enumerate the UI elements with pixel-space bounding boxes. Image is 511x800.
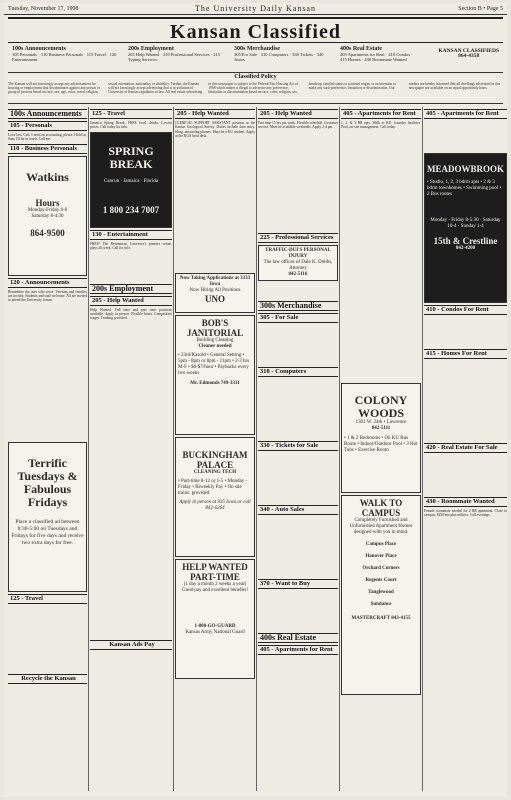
taking-sub: Now Hiring All Positions (189, 288, 241, 293)
index-announcements (12, 47, 122, 62)
heading-travel: 125 - Travel (90, 109, 172, 119)
spacer (258, 379, 338, 439)
bobs-janitorial-ad (175, 315, 255, 435)
guard-sub: (1 day a month 2 weeks a year) Great pay and excellent benefits! (181, 582, 249, 593)
section-header-300s (258, 301, 338, 311)
mastercraft-contact: MASTERCRAFT 843-4155 (351, 616, 411, 621)
watkins-hours-weekday: Monday-Friday 8-8 (27, 207, 68, 213)
contact-phone: 864-4358 (458, 53, 480, 59)
bobs-subtitle: Building Cleaning (196, 338, 234, 343)
section-name: Merchandise (277, 301, 322, 310)
spring-break-phone: 1 800 234 7007 (102, 204, 160, 215)
issue-date: Tuesday, November 17, 1998 (8, 6, 79, 12)
index-name: Employment (140, 46, 174, 52)
index-items: 205 Help Wanted · 210 Professional Services · 215 Typing Services (128, 52, 221, 62)
index-merchandise (234, 47, 334, 62)
property-orchard-corners: Orchard Corners (362, 566, 400, 571)
heading-roommate-wanted: 430 - Roommate Wanted (424, 497, 507, 507)
policy-text: The Kansan will not knowingly accept any advertisement for housing or employment that discriminates against any person or group of persons based on race, sex, age, color, creed, religion, sexual orientation, nationality or disability. Further, the Kansan will not knowingly accept advertising that is in violation of University of Kansas regulation or law. All real estate advertising in this newspaper is subject to the Federal Fair Housing Act of 1968 which makes it illegal to advertise any preference, limitation or discrimination based on race, color, religion, sex, handicap, familial status or national origin, or an intention to make any such preference, limitation or discrimination. Our readers are hereby informed that all dwellings advertised in this newspaper are available on an equal opportunity basis. (8, 82, 503, 104)
heading-computers: 310 - Computers (258, 367, 338, 377)
heading-real-estate-for-sale: 420 - Real Estate For Sale (424, 443, 507, 453)
column-2 (90, 107, 172, 791)
index-name: Real Estate (352, 46, 383, 52)
classified-page (4, 3, 507, 797)
section-page: Section B • Page 5 (458, 6, 503, 12)
help-wanted-guard-ad (175, 559, 255, 679)
column-rule (88, 107, 89, 791)
bobs-needed: Cleaner needed (198, 344, 232, 349)
heading-condos: 410 - Condos For Rent (424, 305, 507, 315)
page-header-strip (4, 3, 507, 15)
property-hanover-place: Hanover Place (365, 554, 397, 559)
meadowbrook-ad (424, 153, 507, 303)
section-num: 200s (92, 283, 108, 293)
traffic-dui-ad (258, 245, 338, 281)
watkins-hours-saturday: Saturday 8-4:30 (31, 213, 64, 219)
colony-features: • 1 & 2 Bedrooms • On KU Bus Route • Indoor/Outdoor Pool • 3 Hot Tubs • Exercise Room (344, 436, 418, 453)
column-3 (175, 107, 255, 791)
index-num: 100s (12, 46, 24, 52)
section-header-100s: 100s Announcements (8, 109, 87, 119)
column-rule (339, 107, 340, 791)
bobs-title: BOB'S JANITORIAL (186, 318, 244, 338)
column-rule (422, 107, 423, 791)
heading-homes: 415 - Homes For Rent (424, 349, 507, 359)
masthead-title: Kansan Classified (8, 17, 503, 43)
spring-break-title: SPRING BREAK (108, 143, 154, 171)
heading-professional-services: 225 - Professional Services (258, 233, 338, 243)
buck-sub: CLEANING TECH (193, 470, 237, 475)
listing-announcements: Remember the ones who serve. Veterans and families are invited. Students and staff welcome. All are invited to attend the University forum. (8, 289, 87, 303)
walk-title: WALK TO CAMPUS (359, 498, 403, 518)
spacer (258, 517, 338, 577)
spacer (424, 121, 507, 151)
column-6 (424, 107, 507, 791)
section-name: Employment (109, 283, 154, 293)
traffic-sub: The law offices of Dale K. Dobbs, Attorney (263, 260, 333, 271)
listing-apartments: 1, 2, & 3 BR apts. Walk to KU. Laundry facilities. Pool, on-site management. Call today. (341, 121, 421, 130)
index-num: 400s (340, 46, 352, 52)
spacer (424, 317, 507, 347)
watkins-logo: Watkins (26, 169, 69, 184)
watkins-phone: 864-9500 (30, 227, 65, 238)
meadow-hours: Monday - Friday 8-5:30 · Saturday 10-4 · Sunday 1-4 (430, 218, 501, 229)
index-items: 305 For Sale · 310 Computers · 330 Tickets · 340 Autos (234, 52, 324, 62)
traffic-phone: 842-5116 (288, 272, 308, 277)
colony-title: COLONY WOODS (354, 393, 408, 420)
property-tanglewood: Tanglewood (368, 590, 394, 595)
heading-entertainment: 130 - Entertainment (90, 230, 172, 240)
heading-apartments: 405 - Apartments for Rent (341, 109, 421, 119)
buckingham-palace-ad (175, 437, 255, 557)
buck-apply: Apply in person at 935 Iowa or call 842-6264 (179, 500, 251, 511)
property-regents-court: Regents Court (365, 578, 397, 583)
heading-want-to-buy: 370 - Want to Buy (258, 579, 338, 589)
taking-applications-ad (175, 273, 255, 313)
ads-pay-banner: Kansan Ads Pay (90, 640, 172, 650)
heading-apartments: 405 - Apartments for Rent (424, 109, 507, 119)
section-header-400s (258, 633, 338, 643)
heading-business-personals: 110 - Business Personals (8, 144, 87, 154)
section-name: Real Estate (277, 633, 317, 642)
heading-announcements: 120 - Announcements (8, 278, 87, 288)
buck-list: • Part-time 8-12 or 1-5 • Monday - Friday • Biweekly Pay • On site trains. provided (178, 479, 248, 496)
spacer (424, 361, 507, 441)
guard-org: Kansas Army National Guard (185, 630, 245, 635)
listing-roommate: Female roommate needed for 2 BR apartment. Close to campus. $250/mo plus utilities. Call evenings. (424, 509, 507, 518)
terrific-title: Terrific Tuesdays & Fabulous Fridays (17, 455, 78, 509)
bobs-call: Mr. Edmonds 749-3311 (190, 381, 240, 386)
heading-auto-sales: 340 - Auto Sales (258, 505, 338, 515)
column-rule (173, 107, 174, 791)
category-index (8, 45, 503, 73)
buck-title: BUCKINGHAM PALACE (182, 450, 248, 470)
index-name: Announcements (24, 46, 66, 52)
uno-logo: UNO (205, 294, 225, 304)
heading-apartments: 405 - Apartments for Rent (258, 645, 338, 655)
guard-phone: 1-800-GO-GUARD (194, 624, 236, 629)
section-num: 400s (260, 633, 276, 642)
colony-woods-ad (341, 383, 421, 493)
guard-title: HELP WANTED PART-TIME (182, 562, 248, 582)
index-items: 105 Personals · 110 Business Personals · 115 Travel · 120 Entertainment (12, 52, 117, 62)
heading-personals: 105 - Personals (8, 121, 87, 131)
watkins-hours-label: Hours (35, 197, 60, 208)
colony-phone: 842-5111 (371, 426, 391, 431)
heading-tickets: 330 - Tickets for Sale (258, 441, 338, 451)
watkins-ad (8, 156, 87, 276)
index-num: 300s (234, 46, 246, 52)
spacer (258, 591, 338, 631)
spacer (258, 453, 338, 503)
listing-part-time: Part time 15 hrs per week. Flexible schedule. Customer service. Must be available weekends. Apply 2-4 pm. (258, 121, 338, 130)
walk-sub: Completely Furnished and Unfurnished Apartment Homes designed with you in mind. (349, 518, 413, 535)
heading-help-wanted: 205 - Help Wanted (175, 109, 255, 119)
index-real-estate (340, 47, 420, 62)
property-campus-place: Campus Place (365, 542, 397, 547)
meadow-title: MEADOWBROOK (427, 164, 505, 174)
listing-personals: Love lost, Cali. I need an accounting, please. Hold on, Sam, I'll be in touch. Call me. (8, 133, 87, 142)
spring-break-ad (90, 132, 172, 228)
heading-help-wanted: 205 - Help Wanted (90, 296, 172, 306)
classified-contact (438, 49, 499, 59)
column-4 (258, 107, 338, 791)
contact-label: KANSAN CLASSIFIEDS (438, 48, 499, 54)
listing-help-wanted: Help Wanted: Full time and part time positions available. Apply in person. Flexible hours. Competitive wages. Training provided. (90, 307, 172, 321)
colony-address: 1301 W. 24th • Lawrence (355, 420, 407, 425)
column-5 (341, 107, 421, 791)
section-num: 300s (260, 301, 276, 310)
heading-help-wanted: 205 - Help Wanted (258, 109, 338, 119)
index-items: 405 Apartments for Rent · 410 Condos · 415 Homes · 430 Roommate Wanted (340, 52, 413, 62)
meadow-features: • Studio, 1, 2, 3 bdrm apts • 2 & 3 bdrm townhomes • Swimming pool • 2 Bus routes (427, 180, 502, 197)
recycle-banner: Recycle the Kansan (8, 674, 87, 684)
spacer (258, 325, 338, 365)
column-rule (256, 107, 257, 791)
index-num: 200s (128, 46, 140, 52)
walk-to-campus-ad (341, 495, 421, 695)
heading-for-sale: 305 - For Sale (258, 313, 338, 323)
listing-travel: Jamaica Spring Break. FREE food, drinks. Lowest prices. Call today for info. (90, 121, 172, 130)
traffic-title: TRAFFIC-DUI'S PERSONAL INJURY (265, 248, 331, 259)
index-name: Merchandise (246, 46, 281, 52)
spring-break-sub: Cancun · Jamaica · Florida (103, 178, 159, 184)
listing-entertainment: FREE! The Retirement, Lawrence's premier venue, plays all week. Call for info. (90, 241, 172, 250)
terrific-tuesdays-ad (8, 442, 87, 592)
listing-clerical: CLERICAL SUPPORT ASSISTANT position at the Kansas Geological Survey. Duties include data entry, filing, answering phones. Must be a KU student. Apply at the KGS front desk. (175, 121, 255, 138)
bobs-list: • 23rd/Kasold • General Setting • 5pm - 8pm or 8pm - 11pm • 2-3 hrs M-F • $6-$7/hour • Paybacks every two weeks (178, 353, 250, 376)
heading-travel: 125 - Travel (8, 594, 87, 604)
paper-name: The University Daily Kansan (195, 4, 316, 13)
meadow-phone: 842-4200 (455, 246, 476, 251)
property-sundance: Sundance (370, 602, 392, 607)
column-1 (8, 107, 87, 791)
terrific-body: Place a classified ad between 8:30-5:00 on Tuesdays and Fridays for five days and receive two extra days for free. (11, 518, 84, 546)
index-employment (128, 47, 228, 62)
meadow-address: 15th & Crestline (433, 236, 498, 246)
taking-title: Now Taking Applications at 3333 Iowa (179, 276, 251, 287)
policy-title: Classified Policy (234, 74, 277, 80)
section-header-200s (90, 284, 172, 294)
spacer (424, 455, 507, 495)
